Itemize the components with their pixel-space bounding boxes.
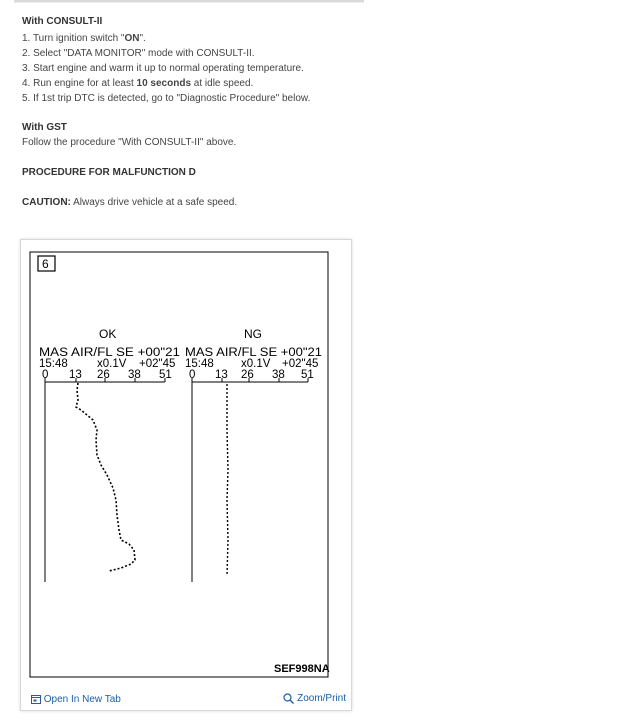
- open-in-new-tab-link[interactable]: [31, 694, 121, 705]
- ok-tick-label: 13: [69, 369, 82, 381]
- ok-trace: [76, 383, 135, 571]
- ok-axis: [45, 378, 165, 382]
- figure-code: SEF998NA: [274, 663, 330, 675]
- caution-line: [22, 197, 237, 208]
- ng-tick-label: 38: [272, 369, 285, 381]
- procedure-heading: PROCEDURE FOR MALFUNCTION D: [22, 167, 196, 178]
- figure-frame: [30, 252, 328, 677]
- ng-tick-label: 0: [189, 369, 196, 381]
- ng-time: 15:48: [185, 358, 214, 370]
- step-item: 5. If 1st trip DTC is detected, go to "Diagnostic Procedure" below.: [22, 93, 311, 104]
- external-window-icon: [31, 695, 41, 704]
- ng-label: NG: [244, 327, 262, 341]
- step-item: 4. Run engine for at least 10 seconds at idle speed.: [22, 78, 254, 89]
- magnifier-icon: [283, 693, 294, 704]
- consult-heading: With CONSULT-II: [22, 16, 103, 27]
- figure-footer: [21, 688, 351, 710]
- caution-text: Always drive vehicle at a safe speed.: [70, 197, 238, 208]
- caution-label: CAUTION:: [22, 197, 71, 208]
- ng-monitor-header: MAS AIR/FL SE +00"21: [185, 347, 322, 359]
- gst-text: Follow the procedure "With CONSULT-II" above.: [22, 137, 237, 148]
- figure-card[interactable]: [20, 239, 352, 711]
- step-item: 2. Select "DATA MONITOR" mode with CONSULT-II.: [22, 48, 255, 59]
- ng-tick-label: 26: [241, 369, 254, 381]
- top-divider: [14, 0, 364, 3]
- ok-time: 15:48: [39, 358, 68, 370]
- ng-tick-label: 13: [215, 369, 228, 381]
- zoom-print-label: Zoom/Print: [297, 693, 346, 705]
- ok-tick-label: 51: [159, 369, 172, 381]
- ng-scale: x0.1V: [241, 358, 271, 370]
- gst-heading: With GST: [22, 122, 67, 133]
- zoom-print-link[interactable]: [283, 693, 346, 704]
- ng-elapsed: +02"45: [282, 358, 319, 370]
- ok-tick-label: 0: [42, 369, 49, 381]
- ok-label: OK: [99, 327, 117, 341]
- ok-monitor-header: MAS AIR/FL SE +00"21: [39, 347, 180, 359]
- figure-number: 6: [42, 257, 49, 271]
- ng-tick-label: 51: [301, 369, 314, 381]
- ng-trace: [227, 384, 228, 576]
- open-in-new-tab-label: Open In New Tab: [43, 694, 121, 705]
- ok-tick-label: 26: [97, 369, 110, 381]
- ok-tick-label: 38: [128, 369, 141, 381]
- figure-image: [21, 240, 351, 688]
- step-item: 1. Turn ignition switch "ON".: [22, 33, 146, 44]
- ok-scale: x0.1V: [97, 358, 127, 370]
- consult-steps-list: [22, 31, 310, 106]
- step-item: 3. Start engine and warm it up to normal operating temperature.: [22, 63, 304, 74]
- ok-elapsed: +02"45: [139, 358, 176, 370]
